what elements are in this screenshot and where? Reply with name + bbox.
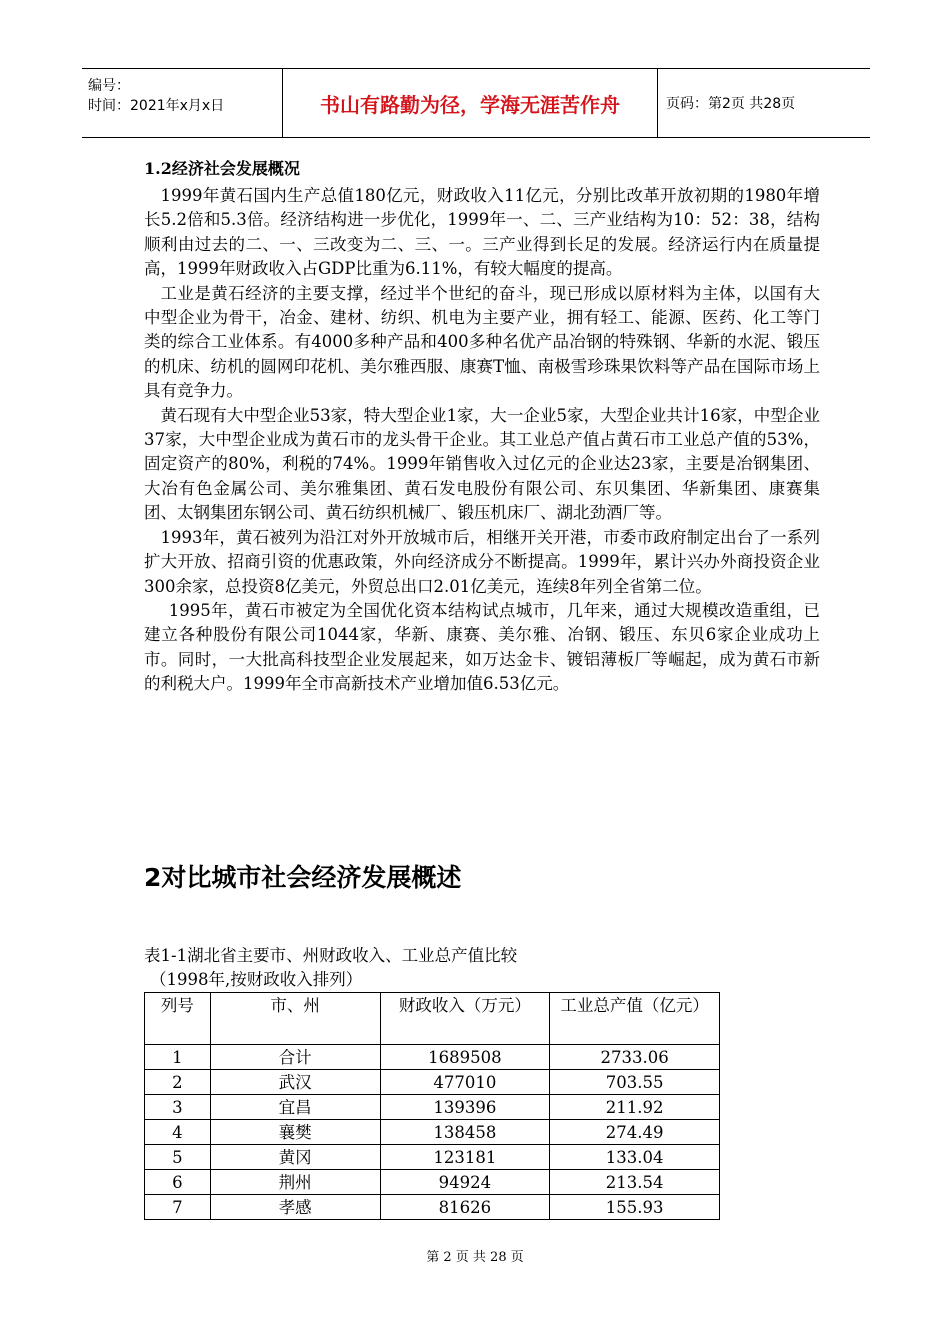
col-header: 工业总产值（亿元） xyxy=(550,993,720,1045)
table-row xyxy=(145,1045,720,1070)
cell-city: 合计 xyxy=(210,1045,380,1070)
cell-revenue: 138458 xyxy=(380,1120,550,1145)
cell-revenue: 477010 xyxy=(380,1070,550,1095)
page-footer: 第 2 页 共 28 页 xyxy=(426,1250,524,1265)
cell-revenue: 123181 xyxy=(380,1145,550,1170)
table-row xyxy=(145,1145,720,1170)
table-subcaption: （1998年,按财政收入排列） xyxy=(150,970,363,989)
table-row xyxy=(145,1170,720,1195)
table-row xyxy=(145,1195,720,1220)
cell-index: 7 xyxy=(145,1195,211,1220)
page-header xyxy=(82,68,870,138)
code-label: 编号： xyxy=(88,78,130,94)
col-header: 市、州 xyxy=(210,993,380,1045)
cell-index: 4 xyxy=(145,1120,211,1145)
col-header: 财政收入（万元） xyxy=(380,993,550,1045)
cell-output: 703.55 xyxy=(550,1070,720,1095)
cell-city: 孝感 xyxy=(210,1195,380,1220)
cell-revenue: 1689508 xyxy=(380,1045,550,1070)
cell-revenue: 139396 xyxy=(380,1095,550,1120)
cell-city: 武汉 xyxy=(210,1070,380,1095)
table-row xyxy=(145,1120,720,1145)
header-motto-cell xyxy=(283,69,658,137)
col-header: 列号 xyxy=(145,993,211,1045)
table-caption: 表1-1湖北省主要市、州财政收入、工业总产值比较 xyxy=(144,946,518,965)
cell-revenue: 81626 xyxy=(380,1195,550,1220)
table-row xyxy=(145,1095,720,1120)
cell-city: 襄樊 xyxy=(210,1120,380,1145)
cell-city: 黄冈 xyxy=(210,1145,380,1170)
paragraph: 1993年，黄石被列为沿江对外开放城市后，相继开关开港，市委市政府制定出台了一系列扩大开放、招商引资的优惠政策，外向经济成分不断提高。1999年，累计兴办外商投资企业300余家，总投资8亿美元，外贸总出口2.01亿美元，连续8年列全省第二位。 xyxy=(144,527,820,596)
cell-output: 211.92 xyxy=(550,1095,720,1120)
finance-table xyxy=(144,992,720,1220)
paragraph: 工业是黄石经济的主要支撑，经过半个世纪的奋斗，现已形成以原材料为主体，以国有大中型企业为骨干，冶金、建材、纺织、机电为主要产业，拥有轻工、能源、医药、化工等门类的综合工业体系。有4000多种产品和400多种名优产品冶钢的特殊钢、华新的水泥、锻压的机床、纺机的圆网印花机、美尔雅西服、康赛T恤、南极雪珍珠果饮料等产品在国际市场上具有竞争力。 xyxy=(144,283,820,401)
paragraph: 黄石现有大中型企业53家，特大型企业1家，大一企业5家，大型企业共计16家，中型企业37家，大中型企业成为黄石市的龙头骨干企业。其工业总产值占黄石市工业总产值的53%，固定资产的80%，利税的74%。1999年销售收入过亿元的企业达23家，主要是冶钢集团、大冶有色金属公司、美尔雅集团、黄石发电股份有限公司、东贝集团、华新集团、康赛集团、太钢集团东钢公司、黄石纺织机械厂、锻压机床厂、湖北劲酒厂等。 xyxy=(144,405,820,523)
header-page-info: 页码：第2页 共28页 xyxy=(666,96,796,112)
cell-output: 2733.06 xyxy=(550,1045,720,1070)
motto: 书山有路勤为径，学海无涯苦作舟 xyxy=(320,92,620,117)
cell-output: 274.49 xyxy=(550,1120,720,1145)
cell-index: 6 xyxy=(145,1170,211,1195)
cell-index: 5 xyxy=(145,1145,211,1170)
time-label: 时间：2021年x月x日 xyxy=(88,98,225,114)
table-row xyxy=(145,1070,720,1095)
cell-index: 2 xyxy=(145,1070,211,1095)
cell-city: 宜昌 xyxy=(210,1095,380,1120)
cell-output: 133.04 xyxy=(550,1145,720,1170)
cell-index: 1 xyxy=(145,1045,211,1070)
table-header-row xyxy=(145,993,720,1045)
header-info-cell xyxy=(82,69,283,137)
cell-output: 213.54 xyxy=(550,1170,720,1195)
paragraph: 1995年，黄石市被定为全国优化资本结构试点城市，几年来，通过大规模改造重组，已建立各种股份有限公司1044家，华新、康赛、美尔雅、冶钢、锻压、东贝6家企业成功上市。同时，一大批高科技型企业发展起来，如万达金卡、镀铝薄板厂等崛起，成为黄石市新的利税大户。1999年全市高新技术产业增加值6.53亿元。 xyxy=(144,600,820,694)
paragraph: 1999年黄石国内生产总值180亿元，财政收入11亿元，分别比改革开放初期的1980年增长5.2倍和5.3倍。经济结构进一步优化，1999年一、二、三产业结构为10：52：38，结构顺利由过去的二、一、三改变为二、三、一。三产业得到长足的发展。经济运行内在质量提高，1999年财政收入占GDP比重为6.11%，有较大幅度的提高。 xyxy=(144,186,820,279)
cell-index: 3 xyxy=(145,1095,211,1120)
cell-revenue: 94924 xyxy=(380,1170,550,1195)
section-title: 1.2经济社会发展概况 xyxy=(144,159,300,178)
body-content xyxy=(144,158,820,697)
cell-output: 155.93 xyxy=(550,1195,720,1220)
cell-city: 荆州 xyxy=(210,1170,380,1195)
heading-2: 2对比城市社会经济发展概述 xyxy=(144,863,462,892)
